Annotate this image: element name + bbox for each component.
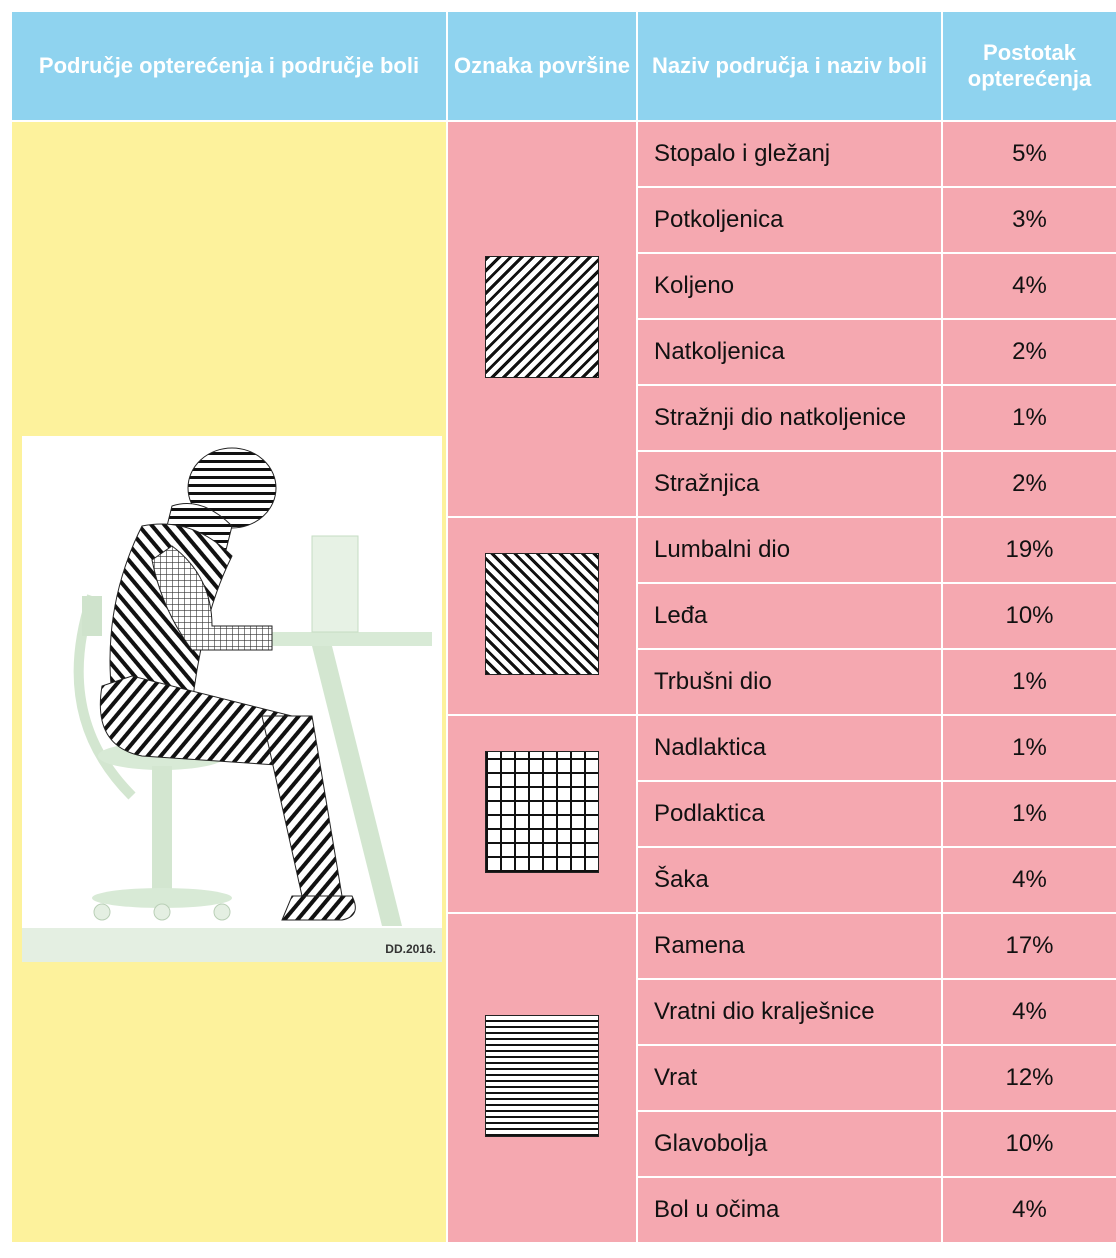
area-percent: 1% bbox=[942, 649, 1116, 715]
area-name: Lumbalni dio bbox=[637, 517, 942, 583]
area-name: Stražnji dio natkoljenice bbox=[637, 385, 942, 451]
table-row bbox=[11, 121, 1116, 187]
pattern-cell-diagonal-left bbox=[447, 517, 637, 715]
area-name: Glavobolja bbox=[637, 1111, 942, 1177]
area-percent: 1% bbox=[942, 715, 1116, 781]
area-name: Ramena bbox=[637, 913, 942, 979]
diagonal-right-hatch-icon bbox=[485, 256, 599, 378]
area-name: Šaka bbox=[637, 847, 942, 913]
pattern-cell-horizontal bbox=[447, 913, 637, 1243]
sitting-person-figure bbox=[22, 436, 442, 962]
area-percent: 2% bbox=[942, 319, 1116, 385]
pattern-cell-grid bbox=[447, 715, 637, 913]
area-percent: 10% bbox=[942, 583, 1116, 649]
posture-illustration bbox=[22, 436, 442, 962]
area-percent: 10% bbox=[942, 1111, 1116, 1177]
area-percent: 19% bbox=[942, 517, 1116, 583]
area-percent: 4% bbox=[942, 253, 1116, 319]
area-name: Nadlaktica bbox=[637, 715, 942, 781]
figure-cell bbox=[11, 121, 447, 1243]
area-name: Natkoljenica bbox=[637, 319, 942, 385]
area-name: Stopalo i gležanj bbox=[637, 121, 942, 187]
pattern-cell-diagonal-right bbox=[447, 121, 637, 517]
area-name: Vratni dio kralješnice bbox=[637, 979, 942, 1045]
area-name: Trbušni dio bbox=[637, 649, 942, 715]
area-percent: 17% bbox=[942, 913, 1116, 979]
header-percent: Postotak opterećenja bbox=[942, 11, 1116, 121]
header-name: Naziv područja i naziv boli bbox=[637, 11, 942, 121]
diagonal-left-hatch-icon bbox=[485, 553, 599, 675]
area-name: Stražnjica bbox=[637, 451, 942, 517]
area-name: Leđa bbox=[637, 583, 942, 649]
grid-hatch-icon bbox=[485, 751, 599, 873]
area-percent: 3% bbox=[942, 187, 1116, 253]
area-percent: 4% bbox=[942, 1177, 1116, 1243]
area-name: Podlaktica bbox=[637, 781, 942, 847]
header-row bbox=[11, 11, 1116, 121]
area-percent: 1% bbox=[942, 781, 1116, 847]
figure-watermark: DD.2016. bbox=[385, 942, 436, 956]
load-table-container bbox=[10, 10, 1116, 1258]
area-name: Potkoljenica bbox=[637, 187, 942, 253]
horizontal-hatch-icon bbox=[485, 1015, 599, 1137]
area-name: Koljeno bbox=[637, 253, 942, 319]
area-percent: 5% bbox=[942, 121, 1116, 187]
header-mark: Oznaka površine bbox=[447, 11, 637, 121]
area-name: Vrat bbox=[637, 1045, 942, 1111]
header-area: Područje opterećenja i područje boli bbox=[11, 11, 447, 121]
area-percent: 4% bbox=[942, 847, 1116, 913]
area-percent: 12% bbox=[942, 1045, 1116, 1111]
area-percent: 2% bbox=[942, 451, 1116, 517]
area-percent: 1% bbox=[942, 385, 1116, 451]
area-name: Bol u očima bbox=[637, 1177, 942, 1243]
area-percent: 4% bbox=[942, 979, 1116, 1045]
load-area-table bbox=[10, 10, 1116, 1244]
